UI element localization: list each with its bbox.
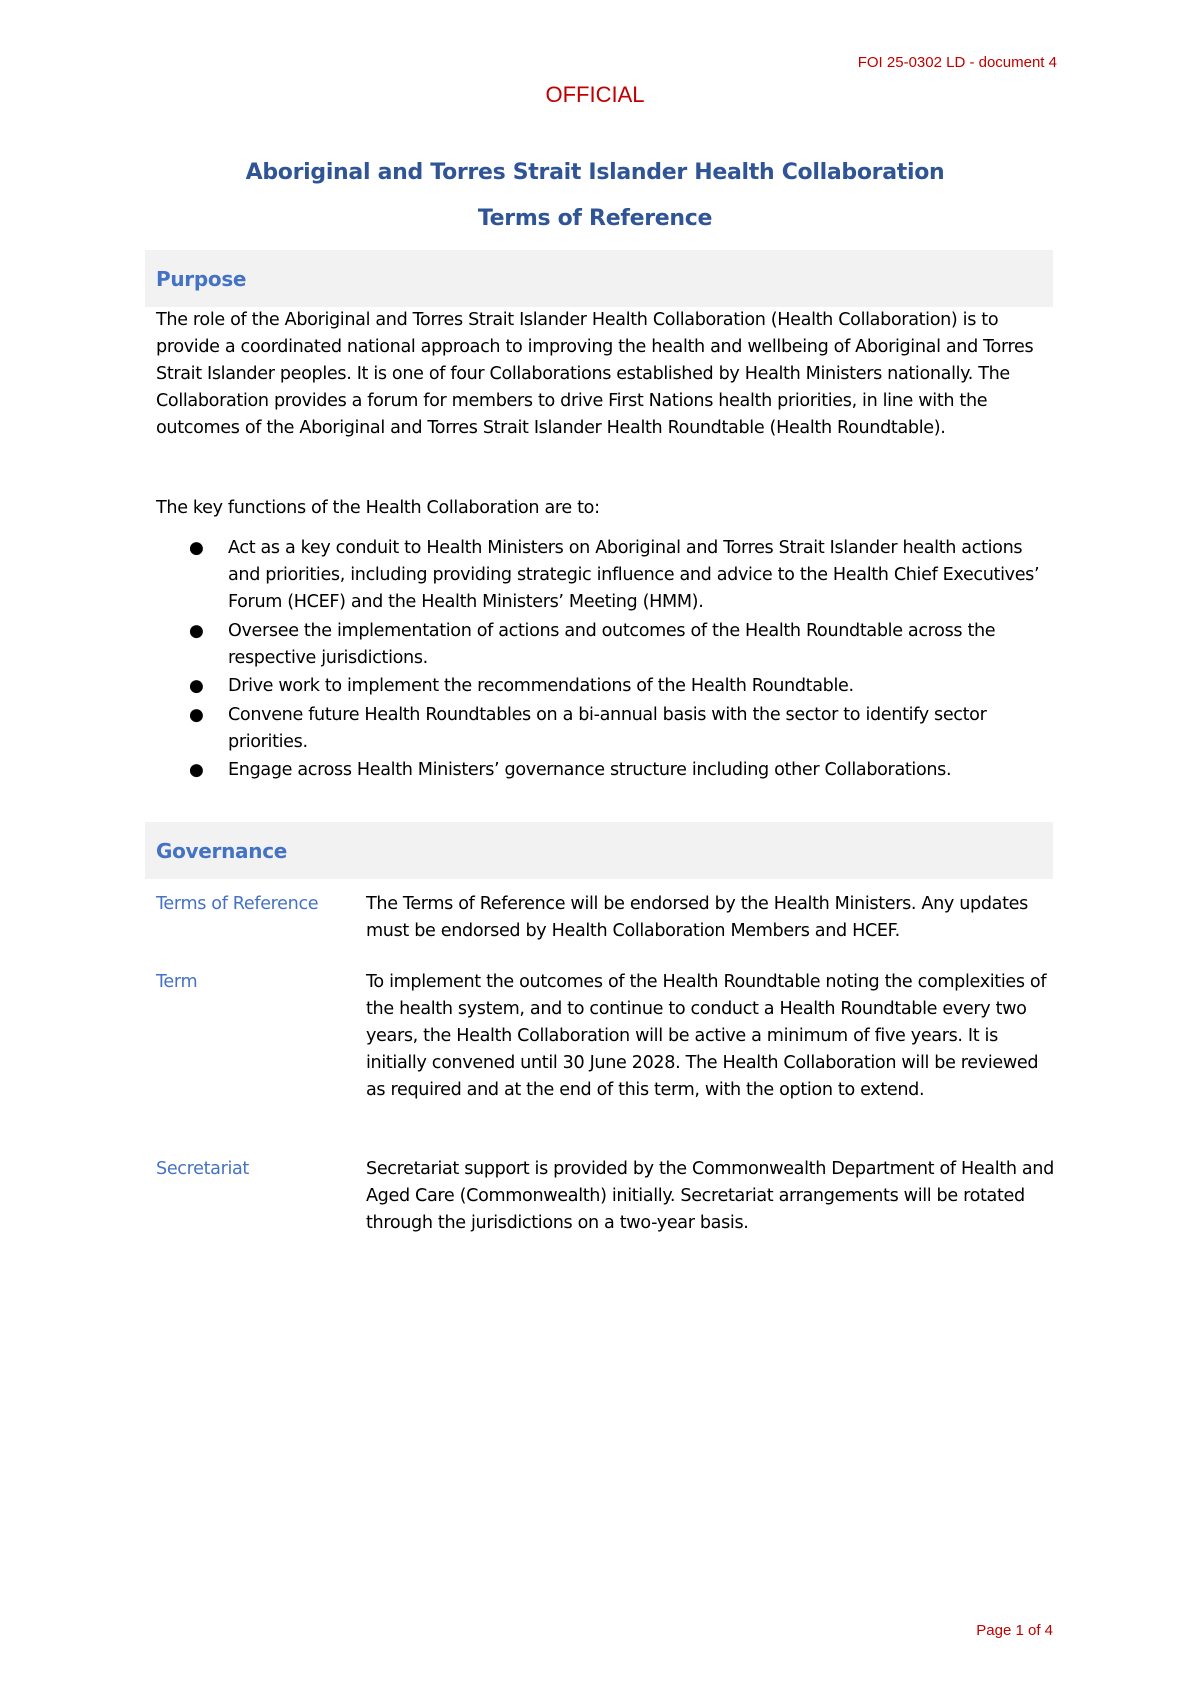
bullet-icon: ●: [189, 620, 204, 641]
governance-heading: Governance: [156, 838, 288, 863]
document-subtitle: Terms of Reference: [477, 206, 713, 231]
list-item: [156, 673, 1056, 700]
purpose-heading: Purpose: [156, 266, 247, 291]
bullet-icon: ●: [189, 760, 204, 780]
purpose-paragraph: The role of the Aboriginal and Torres Strait Islander Health Collaboration (Health Collaboration) is to provide a coordinated national approach to improving the health and wellbeing of Aboriginal and Torres Strait Islander peoples. It is one of four Collaborations established by Health Ministers nationally. The Collaboration provides a forum for members to drive First Nations health priorities, in line with the outcomes of the Aboriginal and Torres Strait Islander Health Roundtable (Health Roundtable).: [156, 310, 1034, 438]
bullet-icon: ●: [189, 676, 204, 696]
governance-label: Terms of Reference: [156, 894, 319, 914]
function-text: Oversee the implementation of actions and outcomes of the Health Roundtable across the respective jurisdictions.: [228, 620, 996, 668]
document-title: Aboriginal and Torres Strait Islander Health Collaboration: [245, 160, 945, 185]
governance-section-header: [145, 822, 1053, 879]
bullet-icon: ●: [189, 704, 204, 725]
function-text: Convene future Health Roundtables on a bi-annual basis with the sector to identify sector priorities.: [228, 704, 987, 752]
classification-marking: OFFICIAL: [545, 82, 645, 107]
page-number: Page 1 of 4: [976, 1622, 1053, 1639]
function-text: Engage across Health Ministers’ governance structure including other Collaborations.: [228, 760, 952, 780]
list-item: [156, 702, 1056, 756]
governance-label: Term: [156, 972, 198, 992]
governance-text: To implement the outcomes of the Health Roundtable noting the complexities of the health system, and to continue to conduct a Health Roundtable every two years, the Health Collaboration will be active a minimum of five years. It is initially convened until 30 June 2028. The Health Collaboration will be reviewed as required and at the end of this term, with the option to extend.: [366, 972, 1047, 1100]
governance-label: Secretariat: [156, 1159, 249, 1179]
governance-text: The Terms of Reference will be endorsed by the Health Ministers. Any updates must be endorsed by Health Collaboration Members and HCEF.: [366, 894, 1028, 941]
functions-intro: The key functions of the Health Collaboration are to:: [156, 498, 600, 518]
list-item: [156, 757, 1056, 784]
functions-list: [156, 535, 1056, 786]
purpose-section-header: [145, 250, 1053, 307]
function-text: Drive work to implement the recommendations of the Health Roundtable.: [228, 676, 854, 696]
foi-reference: FOI 25-0302 LD - document 4: [857, 54, 1057, 71]
list-item: [156, 618, 1056, 672]
governance-text: Secretariat support is provided by the Commonwealth Department of Health and Aged Care (Commonwealth) initially. Secretariat arrangements will be rotated through the jurisdictions on a two-year basis.: [366, 1159, 1054, 1233]
bullet-icon: ●: [189, 538, 204, 558]
function-text: Act as a key conduit to Health Ministers on Aboriginal and Torres Strait Islander health actions and priorities, including providing strategic influence and advice to the Health Chief Executives’ Forum (HCEF) and the Health Ministers’ Meeting (HMM).: [228, 538, 1040, 612]
list-item: [156, 535, 1056, 616]
